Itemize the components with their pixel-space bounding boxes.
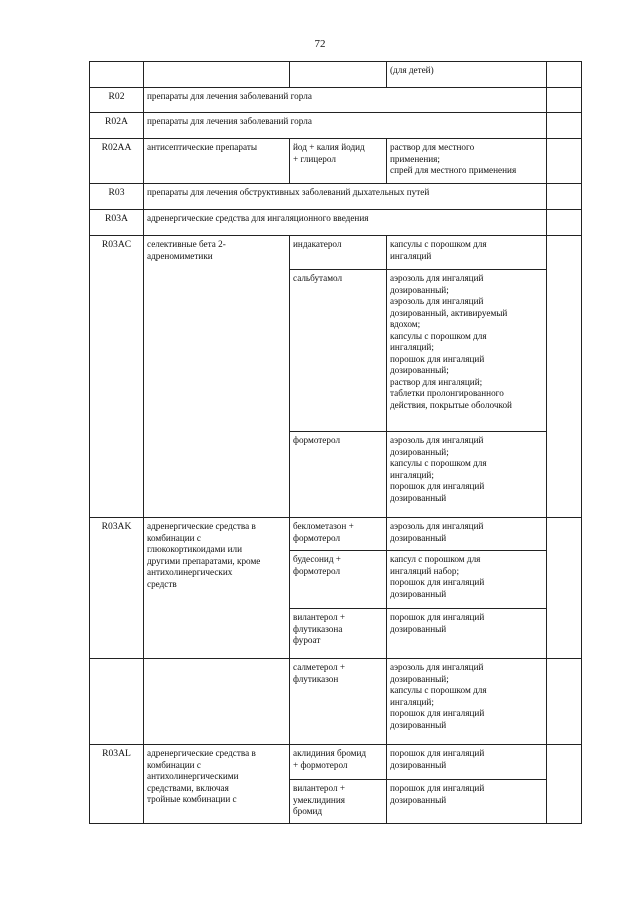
- group-cell: препараты для лечения заболеваний горла: [144, 113, 547, 139]
- drug-cell: будесонид + формотерол: [290, 551, 387, 609]
- atc-code-cell: R02AA: [90, 139, 144, 184]
- group-cell: селективные бета 2- адреномиметики: [144, 236, 290, 518]
- form-cell: порошок для ингаляций дозированный: [387, 609, 547, 659]
- blank-cell: [547, 518, 582, 659]
- blank-cell: [547, 139, 582, 184]
- atc-code-cell: R03: [90, 184, 144, 210]
- table-row: [90, 518, 582, 551]
- group-cell: антисептические препараты: [144, 139, 290, 184]
- form-cell: аэрозоль для ингаляций дозированный: [387, 518, 547, 551]
- table-row: [90, 184, 582, 210]
- group-cell: адренергические средства в комбинации с антихолинергическими средствами, включая тройные комбинации с: [144, 745, 290, 824]
- group-cell: адренергические средства в комбинации с глюкокортикоидами или другими препаратами, кроме антихолинергических средств: [144, 518, 290, 659]
- drug-cell: формотерол: [290, 432, 387, 518]
- table-row: [90, 88, 582, 113]
- blank-cell: [547, 659, 582, 745]
- atc-code-cell: [90, 62, 144, 88]
- drug-cell: беклометазон + формотерол: [290, 518, 387, 551]
- atc-code-cell: [90, 659, 144, 745]
- form-cell: порошок для ингаляций дозированный: [387, 780, 547, 824]
- drug-cell: салметерол + флутиказон: [290, 659, 387, 745]
- blank-cell: [547, 88, 582, 113]
- drug-cell: йод + калия йодид + глицерол: [290, 139, 387, 184]
- form-cell: порошок для ингаляций дозированный: [387, 745, 547, 780]
- drug-cell: сальбутамол: [290, 270, 387, 432]
- blank-cell: [547, 210, 582, 236]
- group-cell: адренергические средства для ингаляционного введения: [144, 210, 547, 236]
- group-cell: препараты для лечения обструктивных заболеваний дыхательных путей: [144, 184, 547, 210]
- group-cell: [144, 62, 290, 88]
- blank-cell: [547, 184, 582, 210]
- group-cell: [144, 659, 290, 745]
- table-row: [90, 113, 582, 139]
- drug-cell: аклидиния бромид + формотерол: [290, 745, 387, 780]
- drug-cell: вилантерол + флутиказона фуроат: [290, 609, 387, 659]
- form-cell: (для детей): [387, 62, 547, 88]
- form-cell: капсулы с порошком для ингаляций: [387, 236, 547, 270]
- table-row: [90, 745, 582, 780]
- table-row: [90, 139, 582, 184]
- form-cell: капсул с порошком для ингаляций набор; порошок для ингаляций дозированный: [387, 551, 547, 609]
- form-cell: аэрозоль для ингаляций дозированный; капсулы с порошком для ингаляций; порошок для ингаляций дозированный: [387, 659, 547, 745]
- atc-code-cell: R02: [90, 88, 144, 113]
- table-row: [90, 62, 582, 88]
- drug-table: [89, 61, 582, 824]
- table-row: [90, 236, 582, 270]
- blank-cell: [547, 236, 582, 518]
- table-row: [90, 659, 582, 745]
- atc-code-cell: R03AK: [90, 518, 144, 659]
- drug-cell: индакатерол: [290, 236, 387, 270]
- atc-code-cell: R02A: [90, 113, 144, 139]
- form-cell: раствор для местного применения; спрей для местного применения: [387, 139, 547, 184]
- atc-code-cell: R03AC: [90, 236, 144, 518]
- atc-code-cell: R03AL: [90, 745, 144, 824]
- atc-code-cell: R03A: [90, 210, 144, 236]
- table-row: [90, 210, 582, 236]
- drug-cell: [290, 62, 387, 88]
- group-cell: препараты для лечения заболеваний горла: [144, 88, 547, 113]
- page-number: 72: [314, 38, 326, 50]
- drug-cell: вилантерол + умеклидиния бромид: [290, 780, 387, 824]
- form-cell: аэрозоль для ингаляций дозированный; капсулы с порошком для ингаляций; порошок для ингаляций дозированный: [387, 432, 547, 518]
- form-cell: аэрозоль для ингаляций дозированный; аэрозоль для ингаляций дозированный, активируемый вдохом; капсулы с порошком для ингаляций; порошок для ингаляций дозированный; раствор для ингаляций; таблетки пролонгированного действия, покрытые оболочкой: [387, 270, 547, 432]
- blank-cell: [547, 62, 582, 88]
- blank-cell: [547, 113, 582, 139]
- blank-cell: [547, 745, 582, 824]
